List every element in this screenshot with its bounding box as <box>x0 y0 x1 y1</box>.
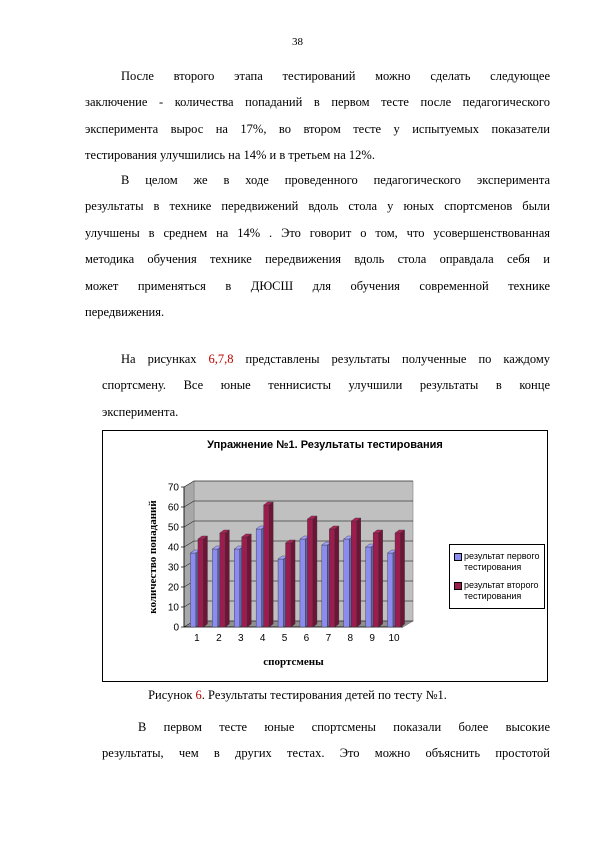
text-line: эксперимента вырос на 17%, во втором тесте у испытуемых показатели <box>85 121 550 136</box>
bar-series-1 <box>300 539 306 627</box>
figure-caption <box>0 688 595 703</box>
x-tick-label: 2 <box>216 633 222 644</box>
text-line: результаты, чем в других тестах. Это можно объяснить простотой <box>102 746 550 761</box>
caption-prefix: Рисунок <box>148 688 196 702</box>
y-tick-label: 20 <box>167 582 179 594</box>
bar-side-series-2 <box>203 536 207 627</box>
bar-series-1 <box>344 539 350 627</box>
bar-series-1 <box>190 553 196 627</box>
text-line <box>102 346 550 372</box>
text-line: В первом тесте юные спортсмены показали более высокие <box>138 720 550 734</box>
x-tick-label: 9 <box>369 633 375 644</box>
bar-series-2 <box>351 521 357 627</box>
bar-side-series-2 <box>291 540 295 627</box>
caption-text: . Результаты тестирования детей по тесту №1. <box>201 688 447 702</box>
paragraph-figures-intro <box>102 346 550 425</box>
bar-series-2 <box>220 533 226 627</box>
bar-side-series-2 <box>335 526 339 627</box>
text-line: спортсмену. Все юные теннисисты улучшили результаты в конце <box>102 378 550 393</box>
bar-series-2 <box>373 533 379 627</box>
bar-series-2 <box>395 533 401 627</box>
bar-series-1 <box>322 545 328 627</box>
text-fragment: На рисунках <box>121 352 209 366</box>
text-line: может применяться в ДЮСШ для обучения современной технике <box>85 278 550 293</box>
legend-label-series-1: результат первого тестирования <box>464 551 540 572</box>
y-tick-label: 60 <box>167 502 179 514</box>
x-tick-label: 1 <box>194 633 200 644</box>
text-line: тестирования улучшились на 14% и в третьем на 12%. <box>85 148 375 163</box>
bar-side-series-2 <box>269 502 273 627</box>
bar-series-2 <box>198 539 204 627</box>
bar-series-1 <box>234 549 240 627</box>
chart-title: Упражнение №1. Результаты тестирования <box>207 439 443 451</box>
x-tick-label: 5 <box>281 633 288 644</box>
caption-figure-number: 6 <box>195 688 202 702</box>
legend-swatch-series-1 <box>454 553 462 561</box>
text-line: улучшены в среднем на 14% . Это говорит о том, что усовершенствованная <box>85 225 550 240</box>
paragraph-summary <box>85 167 550 325</box>
y-tick-label: 30 <box>167 562 179 574</box>
page-number: 38 <box>292 36 303 48</box>
bar-side-series-2 <box>225 530 229 627</box>
y-tick-label: 10 <box>167 602 179 614</box>
bar-side-series-2 <box>247 534 251 627</box>
x-tick-label: 4 <box>259 633 266 644</box>
x-tick-label: 10 <box>388 633 400 644</box>
text-line: эксперимента. <box>102 404 179 419</box>
bar-side-series-2 <box>313 516 317 627</box>
bar-series-1 <box>388 553 394 627</box>
paragraph-first-test <box>102 714 550 767</box>
x-tick-label: 3 <box>237 633 244 644</box>
chart-frame <box>102 430 548 682</box>
x-axis-title: спортсмены <box>263 656 324 668</box>
bar-series-1 <box>366 547 372 627</box>
y-tick-label: 0 <box>173 622 179 634</box>
text-line: В целом же в ходе проведенного педагогического эксперимента <box>121 173 550 187</box>
bar-series-2 <box>286 543 292 627</box>
text-line: заключение - количества попаданий в первом тесте после педагогического <box>85 95 550 110</box>
bar-series-1 <box>212 549 218 627</box>
bar-series-1 <box>278 559 284 627</box>
paragraph-conclusion <box>85 63 550 169</box>
legend-swatch-series-2 <box>454 582 462 590</box>
bar-series-2 <box>307 519 313 627</box>
text-line: результаты в технике передвижений вдоль стола у юных спортсменов были <box>85 199 550 214</box>
figure-reference-link[interactable]: 6,7,8 <box>208 352 234 366</box>
text-line: методика обучения технике передвижения вдоль стола оправдала себя и <box>85 252 550 267</box>
text-line: передвижения. <box>85 304 165 319</box>
y-tick-label: 40 <box>167 542 179 554</box>
text-fragment: представлены результаты полученные по каждому <box>233 352 550 366</box>
bar-side-series-2 <box>357 518 361 627</box>
chart-legend <box>449 544 545 609</box>
x-tick-label: 8 <box>347 633 354 644</box>
bar-series-2 <box>264 505 270 627</box>
text-line: После второго этапа тестирований можно сделать следующее <box>121 69 550 83</box>
bar-side-series-2 <box>379 530 383 627</box>
bar-series-2 <box>242 537 248 627</box>
y-tick-label: 50 <box>167 522 179 534</box>
x-tick-label: 6 <box>303 633 310 644</box>
bar-series-1 <box>256 529 262 627</box>
legend-label-series-2: результат второго тестирования <box>464 580 539 601</box>
y-axis-title: количество попаданий <box>147 500 159 614</box>
bar-side-series-2 <box>401 530 405 627</box>
x-tick-label: 7 <box>325 633 332 644</box>
y-tick-label: 70 <box>167 482 179 494</box>
bar-series-2 <box>329 529 335 627</box>
